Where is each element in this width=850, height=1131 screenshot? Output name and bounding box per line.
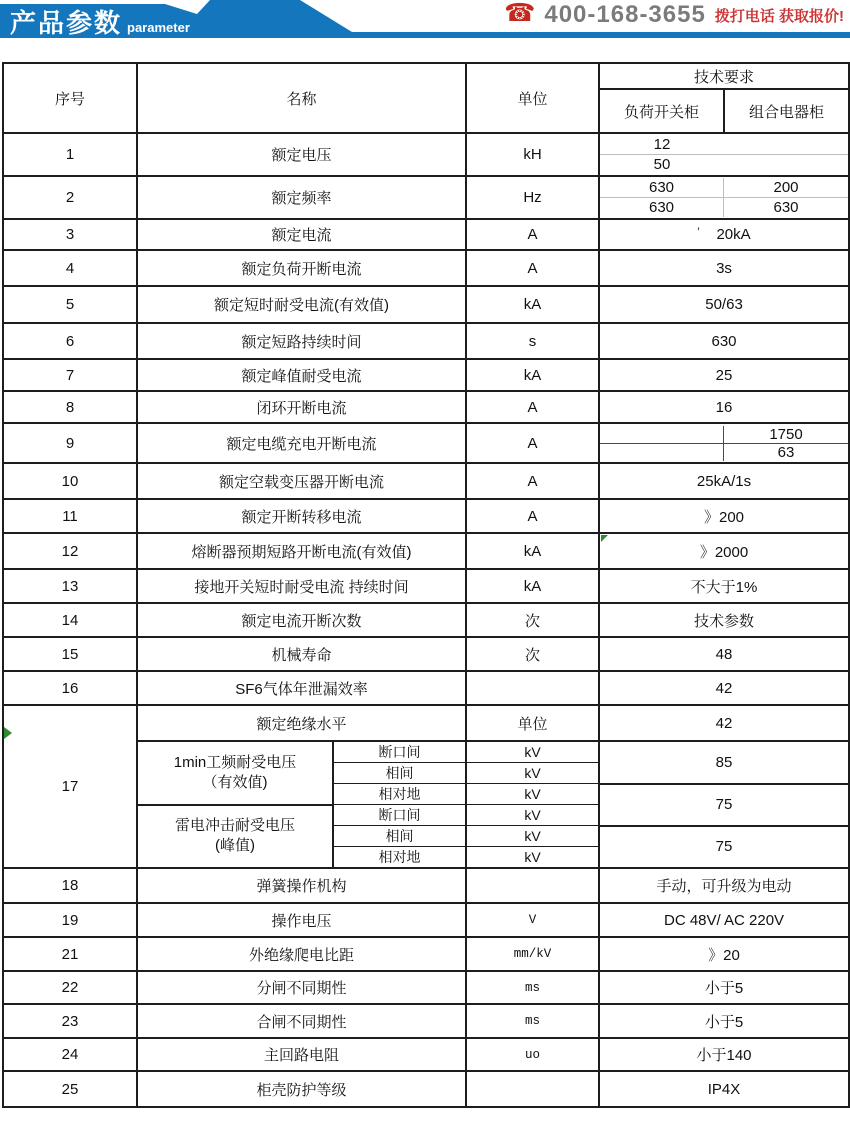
- row-17-value-block-1: 85: [599, 741, 849, 784]
- row-8-no: 8: [3, 391, 137, 423]
- row-9-value-1-1: [600, 426, 724, 444]
- row-15-value: 48: [599, 637, 849, 671]
- row-10: [3, 463, 849, 499]
- row-17-value-block-3: 75: [599, 784, 849, 826]
- row-9-name: 额定电缆充电开断电流: [137, 423, 466, 463]
- row-13-value: 不大于1%: [599, 569, 849, 603]
- row-21-value: 》20: [599, 937, 849, 971]
- row-8-value: 16: [599, 391, 849, 423]
- row-10-unit: A: [466, 463, 599, 499]
- row-22-unit: ms: [466, 971, 599, 1004]
- row-6-value: 630: [599, 323, 849, 359]
- row-19: [3, 903, 849, 937]
- row-13-no: 13: [3, 569, 137, 603]
- row-14-no: 14: [3, 603, 137, 637]
- row-9-no: 9: [3, 423, 137, 463]
- row-16-name: SF6气体年泄漏效率: [137, 671, 466, 705]
- row-17-item-1-unit: kV: [466, 741, 599, 763]
- row-11-value: 》200: [599, 499, 849, 533]
- row-23-no: 23: [3, 1004, 137, 1038]
- row-1-name: 额定电压: [137, 133, 466, 176]
- row-2: [3, 176, 849, 219]
- row-2-value-2-2: 630: [773, 199, 799, 216]
- row-6-name: 额定短路持续时间: [137, 323, 466, 359]
- row-2-value-1-1: 630: [600, 178, 724, 198]
- page-title: 产品参数: [10, 8, 123, 38]
- table-header-row-1: [3, 63, 849, 89]
- row-2-no: 2: [3, 176, 137, 219]
- row-5-unit: kA: [466, 286, 599, 323]
- row-25-name: 柜壳防护等级: [137, 1071, 466, 1107]
- row-9-value-1-2: 1750: [724, 426, 848, 444]
- col-header-unit: 单位: [466, 63, 599, 133]
- page-subtitle: parameter: [127, 20, 190, 35]
- row-15-unit: 次: [466, 637, 599, 671]
- row-22-no: 22: [3, 971, 137, 1004]
- row-25-unit: [466, 1071, 599, 1107]
- row-15-name: 机械寿命: [137, 637, 466, 671]
- row-14-unit: 次: [466, 603, 599, 637]
- row-8-name: 闭环开断电流: [137, 391, 466, 423]
- row-19-unit: V: [466, 903, 599, 937]
- row-1-value: [599, 133, 849, 176]
- row-6: [3, 323, 849, 359]
- row-2-value-2-1: 630: [600, 198, 724, 217]
- row-13-name: 接地开关短时耐受电流 持续时间: [137, 569, 466, 603]
- row-14-name: 额定电流开断次数: [137, 603, 466, 637]
- row-23: [3, 1004, 849, 1038]
- row-1: [3, 133, 849, 176]
- phone-cta[interactable]: 拨打电话 获取报价!: [714, 7, 844, 25]
- row-15: [3, 637, 849, 671]
- row-17-item-5-label: 相间: [333, 826, 466, 847]
- table-container: [0, 62, 850, 1108]
- row-15-no: 15: [3, 637, 137, 671]
- row-17-item-2-label: 相间: [333, 763, 466, 784]
- row-17-item-4-unit: kV: [466, 805, 599, 826]
- row-23-unit: ms: [466, 1004, 599, 1038]
- row-22: [3, 971, 849, 1004]
- phone-icon: ☎: [504, 0, 536, 27]
- row-21-no: 21: [3, 937, 137, 971]
- row-1-value-1: 12: [653, 136, 671, 153]
- row-17-item-6-label: 相对地: [333, 847, 466, 869]
- row-18-value: 手动，可升级为电动: [599, 868, 849, 903]
- row-5-name: 额定短时耐受电流(有效值): [137, 286, 466, 323]
- row-2-name: 额定频率: [137, 176, 466, 219]
- row-1-value-2: 50: [653, 156, 671, 173]
- row-17-item-5-unit: kV: [466, 826, 599, 847]
- row-7-unit: kA: [466, 359, 599, 391]
- row-6-unit: s: [466, 323, 599, 359]
- row-8: [3, 391, 849, 423]
- row-10-no: 10: [3, 463, 137, 499]
- row-5-no: 5: [3, 286, 137, 323]
- row-4-unit: A: [466, 250, 599, 286]
- row-18-name: 弹簧操作机构: [137, 868, 466, 903]
- row-17-no: 17: [3, 705, 137, 868]
- row-19-name: 操作电压: [137, 903, 466, 937]
- row-5-value: 50/63: [599, 286, 849, 323]
- row-17-head: [3, 705, 849, 741]
- row-22-name: 分闸不同期性: [137, 971, 466, 1004]
- row-12-value: 》2000: [599, 533, 849, 569]
- row-2-value-1-2: 200: [724, 178, 848, 198]
- row-17-value-block-5: 75: [599, 826, 849, 869]
- row-9-value: [599, 423, 849, 463]
- row-19-no: 19: [3, 903, 137, 937]
- row-8-unit: A: [466, 391, 599, 423]
- row-7-no: 7: [3, 359, 137, 391]
- row-1-unit: kH: [466, 133, 599, 176]
- parameters-table: [2, 62, 850, 1108]
- row-12-name: 熔断器预期短路开断电流(有效值): [137, 533, 466, 569]
- row-13: [3, 569, 849, 603]
- row-9-value-2-2: 63: [777, 443, 795, 461]
- row-17-insulation-level-value: 42: [599, 705, 849, 741]
- row-11: [3, 499, 849, 533]
- row-3-name: 额定电流: [137, 219, 466, 250]
- row-17-item-1-label: 断口间: [333, 741, 466, 763]
- row-21-unit: mm/kV: [466, 937, 599, 971]
- row-24-name: 主回路电阻: [137, 1038, 466, 1071]
- row-17-item-3-label: 相对地: [333, 784, 466, 805]
- row-17-item-6-unit: kV: [466, 847, 599, 869]
- row-23-name: 合闸不同期性: [137, 1004, 466, 1038]
- row-24-unit: uo: [466, 1038, 599, 1071]
- row-23-value: 小于5: [599, 1004, 849, 1038]
- row-1-no: 1: [3, 133, 137, 176]
- row-7: [3, 359, 849, 391]
- row-11-unit: A: [466, 499, 599, 533]
- row-2-value: [599, 176, 849, 219]
- row-11-name: 额定开断转移电流: [137, 499, 466, 533]
- row-16-unit: [466, 671, 599, 705]
- row-16-no: 16: [3, 671, 137, 705]
- row-2-unit: Hz: [466, 176, 599, 219]
- col-header-combined-cabinet: 组合电器柜: [724, 89, 849, 133]
- row-10-name: 额定空载变压器开断电流: [137, 463, 466, 499]
- row-14: [3, 603, 849, 637]
- row-10-value: 25kA/1s: [599, 463, 849, 499]
- row-25-value: IP4X: [599, 1071, 849, 1107]
- row-7-value: 25: [599, 359, 849, 391]
- row-4: [3, 250, 849, 286]
- row-21-name: 外绝缘爬电比距: [137, 937, 466, 971]
- col-header-no: 序号: [3, 63, 137, 133]
- row-12-unit: kA: [466, 533, 599, 569]
- row-21: [3, 937, 849, 971]
- row-5: [3, 286, 849, 323]
- row-9: [3, 423, 849, 463]
- row-16-value: 42: [599, 671, 849, 705]
- phone-number[interactable]: 400-168-3655: [544, 1, 706, 28]
- row-17-insulation-level-name: 额定绝缘水平: [137, 705, 466, 741]
- phone-contact: [504, 0, 844, 30]
- row-14-value: 技术参数: [599, 603, 849, 637]
- row-24: [3, 1038, 849, 1071]
- row-18: [3, 868, 849, 903]
- row-24-value: 小于140: [599, 1038, 849, 1071]
- row-4-value: 3s: [599, 250, 849, 286]
- row-4-name: 额定负荷开断电流: [137, 250, 466, 286]
- row-12-no: 12: [3, 533, 137, 569]
- row-3-unit: A: [466, 219, 599, 250]
- col-header-load-switch-cabinet: 负荷开关柜: [599, 89, 724, 133]
- row-13-unit: kA: [466, 569, 599, 603]
- row-25-no: 25: [3, 1071, 137, 1107]
- page-banner: [0, 0, 850, 40]
- row-6-no: 6: [3, 323, 137, 359]
- row-17-item-3-unit: kV: [466, 784, 599, 805]
- row-18-no: 18: [3, 868, 137, 903]
- banner-title-group: [10, 3, 190, 40]
- row-19-value: DC 48V/ AC 220V: [599, 903, 849, 937]
- row-16: [3, 671, 849, 705]
- row-9-unit: A: [466, 423, 599, 463]
- row-17-item-2-unit: kV: [466, 763, 599, 784]
- row-11-no: 11: [3, 499, 137, 533]
- row-3-no: 3: [3, 219, 137, 250]
- row-18-unit: [466, 868, 599, 903]
- row-3-value: ′ 20kA: [599, 219, 849, 250]
- row-12: [3, 533, 849, 569]
- col-header-requirements: 技术要求: [599, 63, 849, 89]
- row-17-group-1-name: 1min工频耐受电压 （有效值): [137, 741, 333, 805]
- col-header-name: 名称: [137, 63, 466, 133]
- row-3: [3, 219, 849, 250]
- row-7-name: 额定峰值耐受电流: [137, 359, 466, 391]
- row-24-no: 24: [3, 1038, 137, 1071]
- row-17-group-2-name: 雷电冲击耐受电压 (峰值): [137, 805, 333, 869]
- row-22-value: 小于5: [599, 971, 849, 1004]
- row-25: [3, 1071, 849, 1107]
- row-17-unit-header: 单位: [466, 705, 599, 741]
- row-17-item-4-label: 断口间: [333, 805, 466, 826]
- row-9-value-2-1: [600, 444, 724, 461]
- row-4-no: 4: [3, 250, 137, 286]
